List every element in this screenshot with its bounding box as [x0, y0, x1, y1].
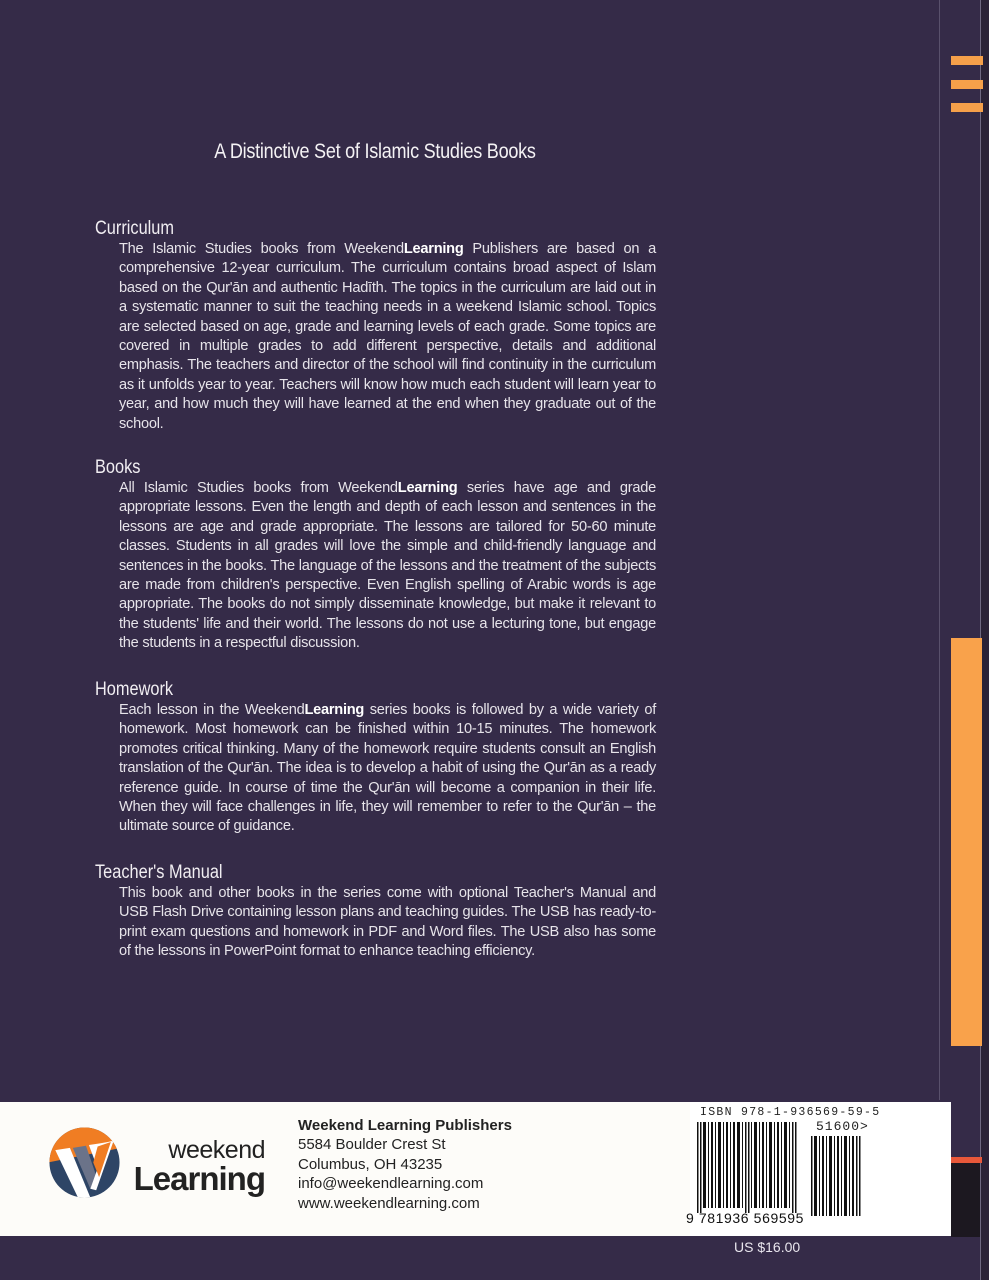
- publisher-contact: [298, 1116, 512, 1213]
- publisher-website: www.weekendlearning.com: [298, 1194, 480, 1212]
- price-code: 51600>: [816, 1119, 869, 1134]
- section-body: The Islamic Studies books from WeekendLearning Publishers are based on a comprehensive 12-year curriculum. The curriculum contains broad aspect of Islam based on the Qur'ān and authentic Hadīth. The topics in the curriculum are laid out in a systematic manner to suit the teaching needs in a weekend Islamic school. Topics are selected based on age, grade and learning levels of each grade. Some topics are covered in multiple grades to add different perspective, details and additional emphasis. The teachers and director of the school will find continuity in the curriculum as it unfolds year to year. Teachers will know how much each student will learn year to year, and how much they will have learned at the end when they graduate out of the school.: [119, 241, 656, 432]
- section-homework: [95, 679, 655, 837]
- section-title: Teacher's Manual: [95, 862, 223, 883]
- dark-spine-block: [951, 1163, 980, 1237]
- isbn-label: ISBN 978-1-936569-59-5: [700, 1106, 881, 1119]
- section-books: [95, 457, 655, 654]
- publisher-name: Weekend Learning Publishers: [298, 1117, 512, 1134]
- orange-stripe-2: [951, 80, 983, 89]
- logo-wordmark: weekend Learning: [133, 1136, 265, 1197]
- publisher-address-line1: 5584 Boulder Crest St: [298, 1136, 446, 1154]
- orange-stripe-1: [951, 56, 983, 65]
- section-body: All Islamic Studies books from WeekendLearning series have age and grade appropriate lessons. Even the length and depth of each lesson and sentences in the lessons are age and grade appropriate. The lessons are tailored for 50-60 minute classes. Students in all grades will love the simple and child-friendly language and sentences in the books. The language of the lessons and the treatment of the subjects are made from children's perspective. Even English spelling of Arabic words is age appropriate. The books do not simply disseminate knowledge, but make it relevant to the students' life and their world. The lessons do not use a lecturing tone, but engage the students in a respectful discussion.: [119, 480, 656, 652]
- section-title: Curriculum: [95, 218, 174, 239]
- price-label: US $16.00: [734, 1239, 801, 1255]
- isbn-barcode: [697, 1122, 799, 1213]
- section-title: Books: [95, 457, 141, 478]
- section-body: This book and other books in the series come with optional Teacher's Manual and USB Flash Drive containing lesson plans and teaching guides. The USB has ready-to-print exam questions and homework in PDF and Word files. The USB also has some of the lessons in PowerPoint format to enhance teaching efficiency.: [119, 885, 656, 960]
- barcode-digits: 9 781936 569595: [686, 1210, 804, 1226]
- price-addon-barcode: [811, 1136, 861, 1216]
- publisher-email: info@weekendlearning.com: [298, 1175, 484, 1193]
- section-body: Each lesson in the WeekendLearning series books is followed by a wide variety of homework. Most homework can be finished within 10-15 minutes. The homework promotes critical thinking. Many of the homework require students consult an English translation of the Qur'ān. The idea is to develop a habit of using the Qur'ān as a ready reference guide. In course of time the Qur'ān will become a companion in their life. When they will face challenges in life, they will remember to refer to the Qur'ān – the ultimate source of guidance.: [119, 702, 657, 835]
- cover-crease-line: [939, 0, 940, 1100]
- section-teachers-manual: [95, 862, 655, 962]
- section-curriculum: [95, 218, 655, 434]
- orange-stripe-3: [951, 103, 983, 112]
- orange-vertical-bar: [951, 638, 982, 1046]
- section-title: Homework: [95, 679, 174, 700]
- cover-headline: A Distinctive Set of Islamic Studies Books: [214, 140, 536, 163]
- publisher-address-line2: Columbus, OH 43235: [298, 1155, 443, 1173]
- w-circle-logo-icon: [48, 1126, 121, 1199]
